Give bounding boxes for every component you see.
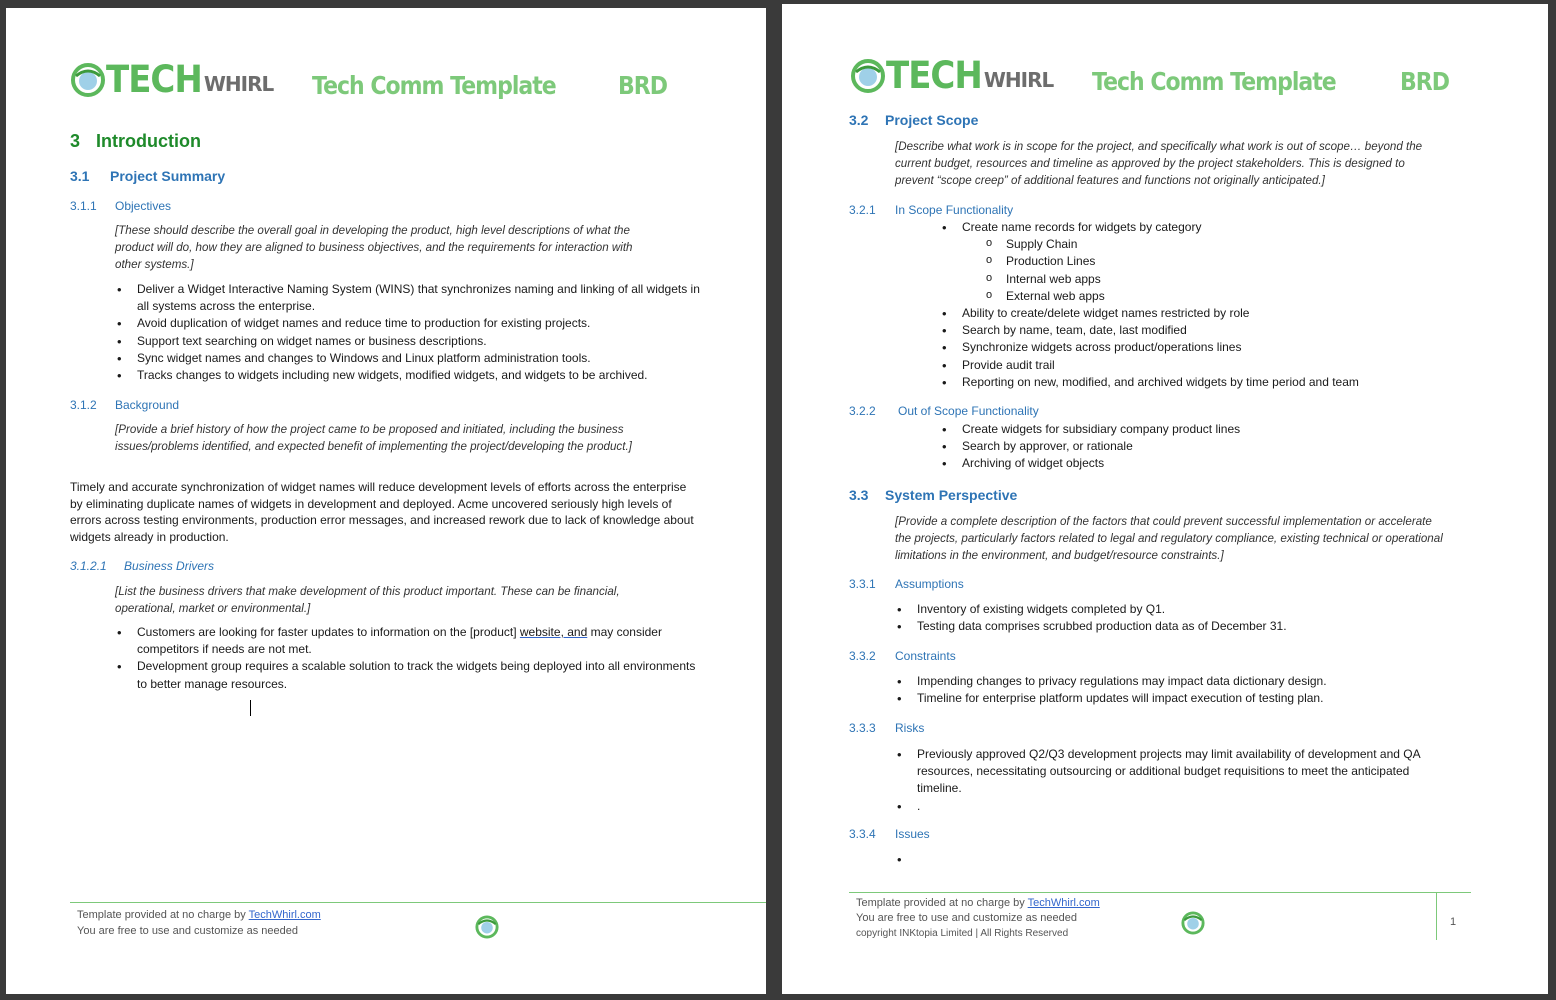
list-item: • Create name records for widgets by category o Supply Chain o Production Lines o Internal web apps o External web apps <box>940 219 1500 305</box>
logo-tech-text: TECH <box>106 58 202 102</box>
project-scope-instruction-note: [Describe what work is in scope for the project, and specifically what work is out of scope… beyond the current budget, resources and timeline as approved by the project stakeholders. This is designed to prevent “scope creep” of additional features and functions not originally anticipated.] <box>895 140 1423 187</box>
footer-text: Template provided at no charge by TechWhirl.com You are free to use and customize as needed copyright INKtopia Limited | All Rights Reserved <box>856 897 1100 939</box>
techwhirl-logo <box>70 60 273 100</box>
footer-swirl-logo-icon <box>1180 910 1206 936</box>
in-scope-sub-list <box>984 236 1500 305</box>
page-number: 1 <box>1450 916 1457 928</box>
list-item: • Previously approved Q2/Q3 development projects may limit availability of development and QA resources, necessitating outsourcing or additional budget requisitions to meet the anticipated timeline. <box>895 746 1455 798</box>
header-template-title: Tech Comm Template <box>1092 68 1336 97</box>
list-item: o Internal web apps <box>984 271 1500 288</box>
list-item: • Archiving of widget objects <box>940 455 1500 472</box>
footer-swirl-logo-icon <box>474 914 500 940</box>
heading-issues: 3.3.4 Issues <box>849 827 930 841</box>
background-instruction-note: [Provide a brief history of how the project came to be proposed and initiated, including the business issues/problems identified, and expected benefit of implementing the project/developing the product.] <box>115 423 632 453</box>
heading-constraints: 3.3.2 Constraints <box>849 649 956 663</box>
list-item: • Customers are looking for faster updates to information on the [product] website, and may consider competitors if needs are not met. <box>115 624 705 658</box>
list-item: • Timeline for enterprise platform updates will impact execution of testing plan. <box>895 690 1495 707</box>
swirl-logo-icon <box>70 62 106 98</box>
logo-tech-text: TECH <box>886 54 982 98</box>
list-item: • Impending changes to privacy regulations may impact data dictionary design. <box>895 673 1495 690</box>
constraints-bullet-list <box>895 673 1495 707</box>
heading-in-scope: 3.2.1 In Scope Functionality <box>849 203 1014 217</box>
heading-project-scope: 3.2 Project Scope <box>849 112 979 128</box>
list-item: • Search by approver, or rationale <box>940 438 1500 455</box>
out-of-scope-bullet-list <box>940 421 1500 473</box>
list-item: o Supply Chain <box>984 236 1500 253</box>
list-item: o External web apps <box>984 288 1500 305</box>
logo-whirl-text: WHIRL <box>983 68 1054 92</box>
list-item: • . <box>895 798 1455 815</box>
list-item: • Tracks changes to widgets including new widgets, modified widgets, and widgets to be archived. <box>115 367 705 384</box>
heading-risks: 3.3.3 Risks <box>849 721 925 735</box>
footer-divider <box>1436 892 1437 940</box>
risks-bullet-list <box>895 746 1455 815</box>
heading-introduction: 3 Introduction <box>70 131 201 151</box>
list-item: • Synchronize widgets across product/operations lines <box>940 339 1500 356</box>
list-item: • Ability to create/delete widget names restricted by role <box>940 305 1500 322</box>
heading-background: 3.1.2 Background <box>70 398 180 412</box>
footer-text: Template provided at no charge by TechWhirl.com You are free to use and customize as needed <box>77 909 321 937</box>
business-drivers-bullet-list <box>115 624 705 693</box>
logo-whirl-text: WHIRL <box>203 72 274 96</box>
header-template-title: Tech Comm Template <box>312 72 556 101</box>
list-item: • Avoid duplication of widget names and reduce time to production for existing projects. <box>115 315 705 332</box>
header-doc-code: BRD <box>1400 68 1449 97</box>
list-item: • Testing data comprises scrubbed production data as of December 31. <box>895 618 1495 635</box>
techwhirl-logo <box>850 56 1053 96</box>
list-item: • Inventory of existing widgets completed by Q1. <box>895 601 1495 618</box>
list-item <box>895 851 1455 868</box>
system-perspective-instruction-note: [Provide a complete description of the factors that could prevent successful implementation or accelerate the projects, particularly factors related to legal and regulatory compliance, existing technical or operational limitations in the environment, and budget/resource constraints.] <box>895 515 1443 562</box>
list-item: o Production Lines <box>984 253 1500 270</box>
list-item: • Search by name, team, date, last modified <box>940 322 1500 339</box>
list-item: • Development group requires a scalable solution to track the widgets being deployed into all environments to better manage resources. <box>115 658 705 692</box>
list-item: • Provide audit trail <box>940 357 1500 374</box>
heading-out-of-scope: 3.2.2 Out of Scope Functionality <box>849 404 1039 418</box>
heading-objectives: 3.1.1 Objectives <box>70 199 172 213</box>
heading-system-perspective: 3.3 System Perspective <box>849 487 1018 503</box>
objectives-bullet-list <box>115 281 705 384</box>
header-doc-code: BRD <box>618 72 667 101</box>
list-item: • Deliver a Widget Interactive Naming System (WINS) that synchronizes naming and linking of all widgets in all systems across the enterprise. <box>115 281 705 315</box>
background-body-paragraph: Timely and accurate synchronization of widget names will reduce development levels of efforts across the enterprise by eliminating duplicate names of widgets in development and deployed. Acme uncovered seriously high levels of errors across testing environments, production error messages, and increased rework due to lack of knowledge about widgets already in production. <box>70 480 694 545</box>
list-item: • Reporting on new, modified, and archived widgets by time period and team <box>940 374 1500 391</box>
document-page-2 <box>782 4 1548 994</box>
business-drivers-instruction-note: [List the business drivers that make development of this product important. These can be financial, operational, market or environmental.] <box>115 585 620 615</box>
footer-rule <box>849 892 1471 893</box>
list-item: • Sync widget names and changes to Windows and Linux platform administration tools. <box>115 350 705 367</box>
techwhirl-link[interactable]: TechWhirl.com <box>248 909 321 921</box>
objectives-instruction-note: [These should describe the overall goal in developing the product, high level descriptions of what the product will do, how they are aligned to business objectives, and the requirements for interaction with other systems.] <box>115 224 633 271</box>
in-scope-bullet-list <box>940 219 1500 391</box>
list-item: • Support text searching on widget names or business descriptions. <box>115 333 705 350</box>
heading-assumptions: 3.3.1 Assumptions <box>849 577 964 591</box>
assumptions-bullet-list <box>895 601 1495 635</box>
document-page-1 <box>6 8 766 994</box>
heading-business-drivers: 3.1.2.1 Business Drivers <box>70 559 215 573</box>
spellcheck-underlined-text: website, and <box>519 625 588 639</box>
heading-project-summary: 3.1 Project Summary <box>70 168 226 184</box>
footer-rule <box>70 902 766 903</box>
swirl-logo-icon <box>850 58 886 94</box>
techwhirl-link[interactable]: TechWhirl.com <box>1027 897 1100 909</box>
issues-bullet-list <box>895 851 1455 868</box>
list-item: • Create widgets for subsidiary company product lines <box>940 421 1500 438</box>
text-cursor[interactable] <box>250 700 251 716</box>
